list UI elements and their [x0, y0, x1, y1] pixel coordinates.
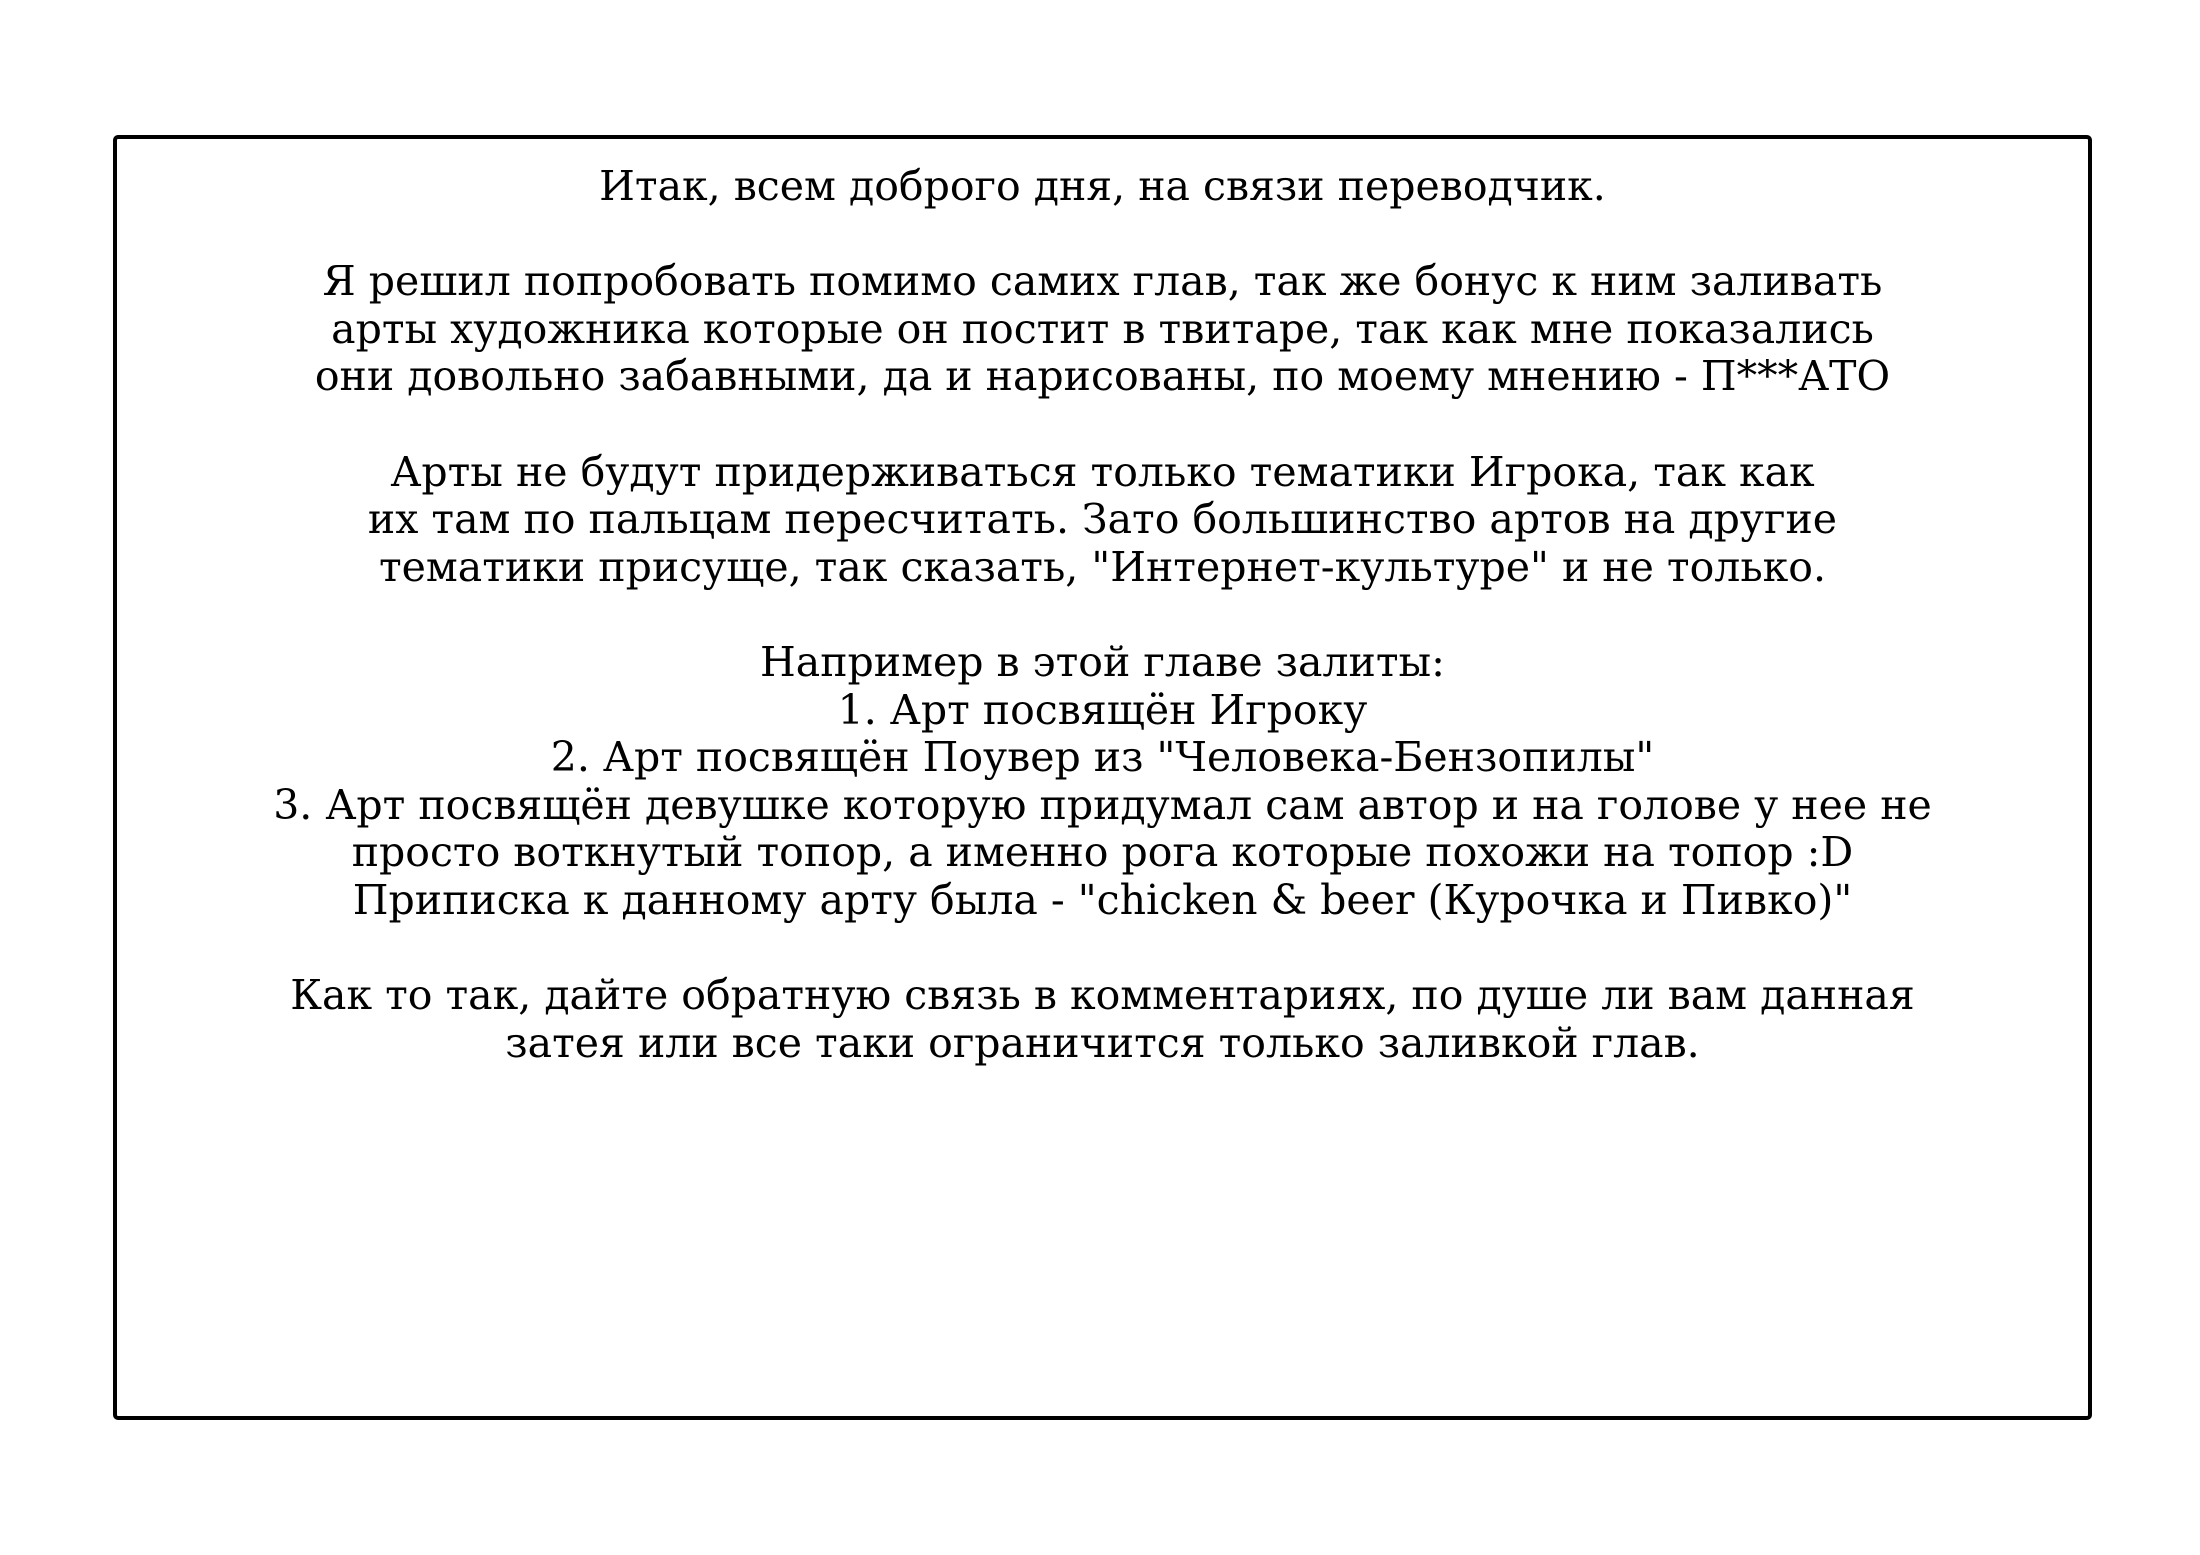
example-item: Приписка к данному арту была - "chicken & beer (Курочка и Пивко)" — [352, 875, 1853, 924]
intro-line: они довольно забавными, да и нарисованы, по моему мнению - П***АТО — [314, 352, 1891, 401]
themes-line: тематики присуще, так сказать, "Интернет-культуре" и не только. — [378, 542, 1827, 591]
closing-line: Как то так, дайте обратную связь в комментариях, по душе ли вам данная — [290, 971, 1915, 1020]
example-item: 1. Арт посвящён Игроку — [837, 685, 1368, 734]
example-item: 2. Арт посвящён Поувер из "Человека-Бензопилы" — [550, 733, 1655, 782]
spacer — [117, 925, 2088, 973]
example-item: 3. Арт посвящён девушке которую придумал сам автор и на голове у нее не — [273, 780, 1932, 829]
themes-line: их там по пальцам пересчитать. Зато большинство артов на другие — [367, 495, 1838, 544]
translator-note-box — [113, 135, 2092, 1420]
intro-line: Я решил попробовать помимо самих глав, так же бонус к ним заливать — [322, 257, 1883, 306]
greeting-line: Итак, всем доброго дня, на связи переводчик. — [599, 162, 1606, 210]
spacer — [117, 401, 2088, 449]
spacer — [117, 591, 2088, 639]
closing-line: затея или все таки ограничится только заливкой глав. — [505, 1018, 1700, 1067]
spacer — [117, 211, 2088, 259]
themes-line: Арты не будут придерживаться только тематики Игрока, так как — [390, 447, 1815, 496]
example-heading: Например в этой главе залиты: — [760, 637, 1445, 686]
example-item: просто воткнутый топор, а именно рога которые похожи на топор :D — [351, 828, 1854, 877]
translator-note-text — [117, 163, 2088, 1067]
intro-line: арты художника которые он постит в твитаре, так как мне показались — [331, 304, 1874, 353]
